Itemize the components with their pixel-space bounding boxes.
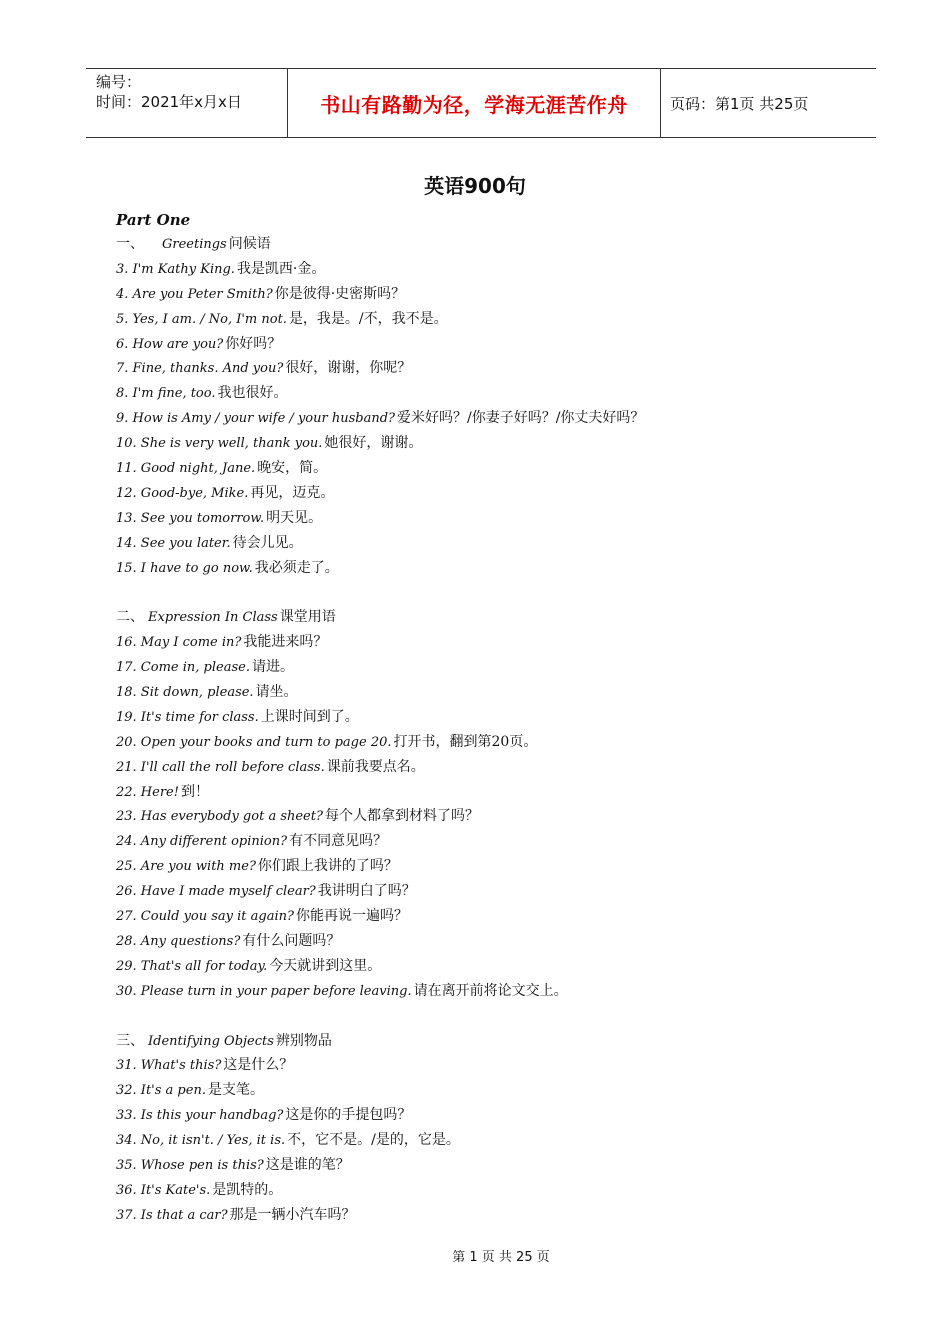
document-body [116, 208, 876, 1228]
sentence-chinese: 今天就讲到这里。 [269, 957, 382, 974]
sentence-chinese: 请在离开前将论文交上。 [413, 982, 568, 999]
sentence-chinese: 课前我要点名。 [326, 758, 425, 775]
sentence-row [116, 879, 876, 904]
sentence-english: 25. Are you with me? [116, 859, 256, 875]
sentence-chinese: 我讲明白了吗？ [317, 883, 416, 900]
sentence-english: 35. Whose pen is this? [116, 1157, 264, 1173]
sentence-row [116, 431, 876, 456]
sentence-chinese: 有什么问题吗？ [242, 932, 341, 949]
sentence-english: 9. How is Amy / your wife / your husband? [116, 411, 395, 427]
sentence-row [116, 854, 876, 879]
sentence-english: 12. Good-bye, Mike. [116, 485, 249, 501]
sentence-row [116, 481, 876, 506]
sentence-row [116, 531, 876, 556]
sentence-row [116, 556, 876, 581]
part-heading: Part One [116, 211, 191, 229]
sentence-chinese: 我是凯西·金。 [236, 260, 326, 277]
sentence-row [116, 1128, 876, 1153]
sentence-row [116, 1078, 876, 1103]
sentence-chinese: 很好，谢谢，你呢？ [285, 360, 412, 377]
section-number: 一、 [116, 236, 144, 252]
sentence-english: 33. Is this your handbag? [116, 1108, 284, 1124]
sentence-row [116, 1178, 876, 1203]
sentence-english: 36. It's Kate's. [116, 1182, 211, 1198]
sentence-row [116, 655, 876, 680]
sentence-row [116, 1203, 876, 1228]
sentence-row [116, 307, 876, 332]
sentence-chinese: 她很好，谢谢。 [324, 435, 423, 452]
serial-label: 编号： [96, 73, 142, 91]
sentence-english: 16. May I come in? [116, 635, 242, 651]
sentence-chinese: 是支笔。 [207, 1082, 264, 1099]
sentence-chinese: 请坐。 [255, 684, 298, 701]
sentence-english: 3. I'm Kathy King. [116, 261, 235, 277]
sentence-chinese: 是，我是。/不，我不是。 [288, 310, 448, 327]
sentence-english: 18. Sit down, please. [116, 685, 254, 701]
sentence-chinese: 再见，迈克。 [250, 484, 335, 501]
header-meta-cell [86, 69, 288, 137]
sentence-chinese: 你能再说一遍吗？ [295, 908, 408, 925]
sentence-row [116, 829, 876, 854]
sentence-row [116, 356, 876, 381]
motto-text: 书山有路勤为径，学海无涯苦作舟 [320, 92, 628, 117]
section-number: 三、 [116, 1032, 144, 1049]
sentence-row [116, 1153, 876, 1178]
section-heading [116, 232, 876, 257]
sentence-row [116, 456, 876, 481]
sentence-row [116, 929, 876, 954]
sentence-row [116, 406, 876, 431]
sentence-row [116, 680, 876, 705]
sentence-chinese: 这是你的手提包吗？ [285, 1107, 412, 1124]
sentence-chinese: 这是什么？ [223, 1057, 294, 1074]
sentence-row [116, 1053, 876, 1078]
sentence-row [116, 780, 876, 805]
sentence-chinese: 我必须走了。 [254, 559, 339, 576]
sentence-chinese: 打开书，翻到第20页。 [393, 733, 538, 750]
section-title-zh: 辨别物品 [275, 1032, 332, 1049]
sentence-english: 34. No, it isn't. / Yes, it is. [116, 1133, 286, 1149]
sentence-chinese: 我能进来吗？ [243, 634, 328, 651]
sentence-english: 32. It's a pen. [116, 1083, 206, 1099]
sentence-row [116, 904, 876, 929]
section-number: 二、 [116, 609, 144, 626]
sentence-english: 10. She is very well, thank you. [116, 436, 323, 452]
sentence-english: 6. How are you? [116, 336, 224, 352]
sentence-row [116, 630, 876, 655]
sentence-row [116, 979, 876, 1004]
sentence-row [116, 705, 876, 730]
sentence-english: 4. Are you Peter Smith? [116, 286, 273, 302]
sentence-chinese: 到！ [180, 783, 209, 800]
sentence-chinese: 每个人都拿到材料了吗？ [324, 808, 479, 825]
sentence-english: 31. What's this? [116, 1058, 222, 1074]
sentence-english: 37. Is that a car? [116, 1207, 228, 1223]
section-title-zh: 课堂用语 [279, 609, 336, 626]
section-title-zh: 问候语 [228, 236, 271, 252]
document-header [86, 68, 876, 138]
sentence-row [116, 381, 876, 406]
sentence-english: 17. Come in, please. [116, 660, 250, 676]
section-title-en: Greetings [162, 237, 227, 252]
sentence-row [116, 730, 876, 755]
sentence-row [116, 332, 876, 357]
sentence-english: 24. Any different opinion? [116, 834, 288, 850]
sentence-english: 29. That's all for today. [116, 958, 268, 974]
sentence-chinese: 不，它不是。/是的，它是。 [287, 1132, 460, 1149]
document-title: 英语900句 [424, 174, 526, 198]
sentence-chinese: 我也很好。 [217, 385, 288, 402]
sentence-chinese: 上课时间到了。 [260, 708, 359, 725]
sentence-chinese: 晚安，简。 [257, 460, 328, 477]
sentence-row [116, 804, 876, 829]
sentence-row [116, 506, 876, 531]
sentence-chinese: 待会儿见。 [232, 534, 303, 551]
sentence-english: 8. I'm fine, too. [116, 386, 216, 402]
page-footer: 第 1 页 共 25 页 [452, 1250, 550, 1265]
sentence-english: 30. Please turn in your paper before leaving. [116, 983, 412, 999]
sentence-chinese: 是凯特的。 [212, 1181, 283, 1198]
section-title-en: Identifying Objects [148, 1033, 274, 1049]
sentence-english: 11. Good night, Jane. [116, 461, 256, 477]
sentence-english: 27. Could you say it again? [116, 909, 294, 925]
page-info: 页码：第1页 共25页 [670, 94, 809, 113]
sentence-chinese: 有不同意见吗？ [289, 833, 388, 850]
sentence-row [116, 755, 876, 780]
sentence-chinese: 这是谁的笔？ [265, 1156, 350, 1173]
header-page-cell [661, 69, 876, 137]
section-spacer [116, 1004, 876, 1029]
sentence-row [116, 1103, 876, 1128]
sentence-row [116, 954, 876, 979]
sentence-english: 7. Fine, thanks. And you? [116, 361, 284, 377]
sentence-chinese: 你好吗？ [225, 335, 282, 352]
sentence-chinese: 请进。 [251, 659, 294, 676]
section-spacer [116, 580, 876, 605]
section-heading [116, 605, 876, 630]
sentence-chinese: 你是彼得·史密斯吗？ [274, 285, 406, 302]
sentence-english: 14. See you later. [116, 535, 231, 551]
section-title-en: Expression In Class [148, 610, 278, 626]
section-heading [116, 1029, 876, 1054]
sentence-english: 28. Any questions? [116, 933, 241, 949]
sentence-english: 13. See you tomorrow. [116, 510, 265, 526]
sentence-english: 21. I'll call the roll before class. [116, 759, 325, 775]
sentence-english: 5. Yes, I am. / No, I'm not. [116, 311, 287, 327]
sentence-chinese: 明天见。 [266, 509, 323, 526]
header-motto-cell [288, 69, 661, 137]
date-label: 时间：2021年x月x日 [96, 93, 242, 111]
sentence-chinese: 那是一辆小汽车吗？ [229, 1206, 356, 1223]
sentence-english: 20. Open your books and turn to page 20. [116, 734, 392, 750]
sentence-english: 22. Here! [116, 784, 179, 800]
sentence-chinese: 你们跟上我讲的了吗？ [257, 858, 398, 875]
sentence-english: 23. Has everybody got a sheet? [116, 809, 323, 825]
sentence-english: 26. Have I made myself clear? [116, 884, 316, 900]
sentence-chinese: 爱米好吗？/你妻子好吗？/你丈夫好吗？ [397, 410, 645, 427]
sentence-english: 19. It's time for class. [116, 709, 259, 725]
sentence-english: 15. I have to go now. [116, 560, 253, 576]
sentence-row [116, 257, 876, 282]
sentence-row [116, 282, 876, 307]
